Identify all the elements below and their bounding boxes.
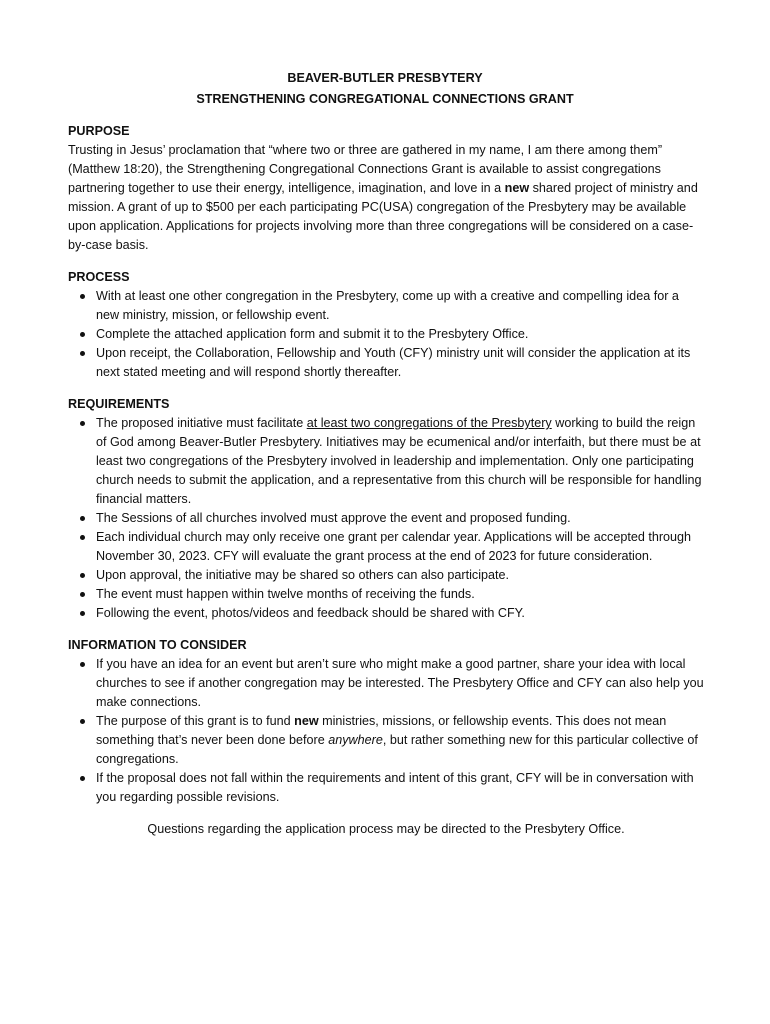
process-section <box>68 268 704 382</box>
purpose-text-start: Trusting in Jesus’ proclamation that “where two or three are gathered in my name, I am there among them” (Matthew 18:20), the Strengthening Congregational Connections Grant is available to assist congregations partnering together to use their energy, intelligence, imagination, and love in a <box>68 143 663 195</box>
title-line-presbytery: BEAVER-BUTLER PRESBYTERY <box>287 71 483 85</box>
list-item: Following the event, photos/videos and feedback should be shared with CFY. <box>68 604 704 623</box>
list-item: With at least one other congregation in the Presbytery, come up with a creative and compelling idea for a new ministry, mission, or fellowship event. <box>68 287 704 325</box>
list-item <box>68 414 704 509</box>
document-title <box>0 68 770 110</box>
information-section <box>68 636 704 807</box>
purpose-new-emphasis: new <box>504 181 530 195</box>
underlined-requirement: at least two congregations of the Presbytery <box>306 416 552 430</box>
title-line-grant: STRENGTHENING CONGREGATIONAL CONNECTIONS GRANT <box>196 92 574 106</box>
purpose-text-end: shared project of ministry and mission. A grant of up to $500 per each participating PC(USA) congregation of the Presbytery may be available upon application. Applications for projects involving more than three congregations will be considered on a case-by-case basis. <box>68 181 698 252</box>
closing-note: Questions regarding the application process may be directed to the Presbytery Office. <box>147 822 625 836</box>
list-item: If the proposal does not fall within the requirements and intent of this grant, CFY will be in conversation with you regarding possible revisions. <box>68 769 704 807</box>
information-list <box>68 655 704 807</box>
information-heading: INFORMATION TO CONSIDER <box>68 638 247 652</box>
purpose-section <box>68 122 704 255</box>
list-item: Upon receipt, the Collaboration, Fellowship and Youth (CFY) ministry unit will consider the application at its next stated meeting and will respond shortly thereafter. <box>68 344 704 382</box>
info-new-emphasis: new <box>294 714 319 728</box>
info-text-start: The purpose of this grant is to fund <box>96 714 295 728</box>
process-list <box>68 287 704 382</box>
list-item: Upon approval, the initiative may be shared so others can also participate. <box>68 566 704 585</box>
requirements-heading: REQUIREMENTS <box>68 397 170 411</box>
requirements-list <box>68 414 704 623</box>
info-text-end: , but rather something new for this particular collective of congregations. <box>96 733 698 766</box>
list-item: The event must happen within twelve months of receiving the funds. <box>68 585 704 604</box>
list-item: If you have an idea for an event but aren’t sure who might make a good partner, share your idea with local churches to see if another congregation may be interested. The Presbytery Office and CFY can also help you make connections. <box>68 655 704 712</box>
document-body <box>68 122 704 839</box>
info-text-middle: ministries, missions, or fellowship events. This does not mean something that’s never been done before <box>96 714 667 747</box>
list-item: Each individual church may only receive one grant per calendar year. Applications will be accepted through November 30, 2023. CFY will evaluate the grant process at the end of 2023 for future consideration. <box>68 528 704 566</box>
purpose-paragraph <box>68 141 704 255</box>
list-item: The Sessions of all churches involved must approve the event and proposed funding. <box>68 509 704 528</box>
list-item <box>68 712 704 769</box>
requirement-text-end: working to build the reign of God among Beaver-Butler Presbytery. Initiatives may be ecumenical and/or interfaith, but there must be at least two congregations of the Presbytery involved in leadership and implementation. Only one participating church needs to submit the application, and a representative from this church will be responsible for handling financial matters. <box>96 416 702 506</box>
requirements-section <box>68 395 704 623</box>
info-anywhere-emphasis: anywhere <box>328 733 383 747</box>
list-item: Complete the attached application form and submit it to the Presbytery Office. <box>68 325 704 344</box>
process-heading: PROCESS <box>68 270 130 284</box>
purpose-heading: PURPOSE <box>68 124 130 138</box>
requirement-text-start: The proposed initiative must facilitate <box>96 416 307 430</box>
